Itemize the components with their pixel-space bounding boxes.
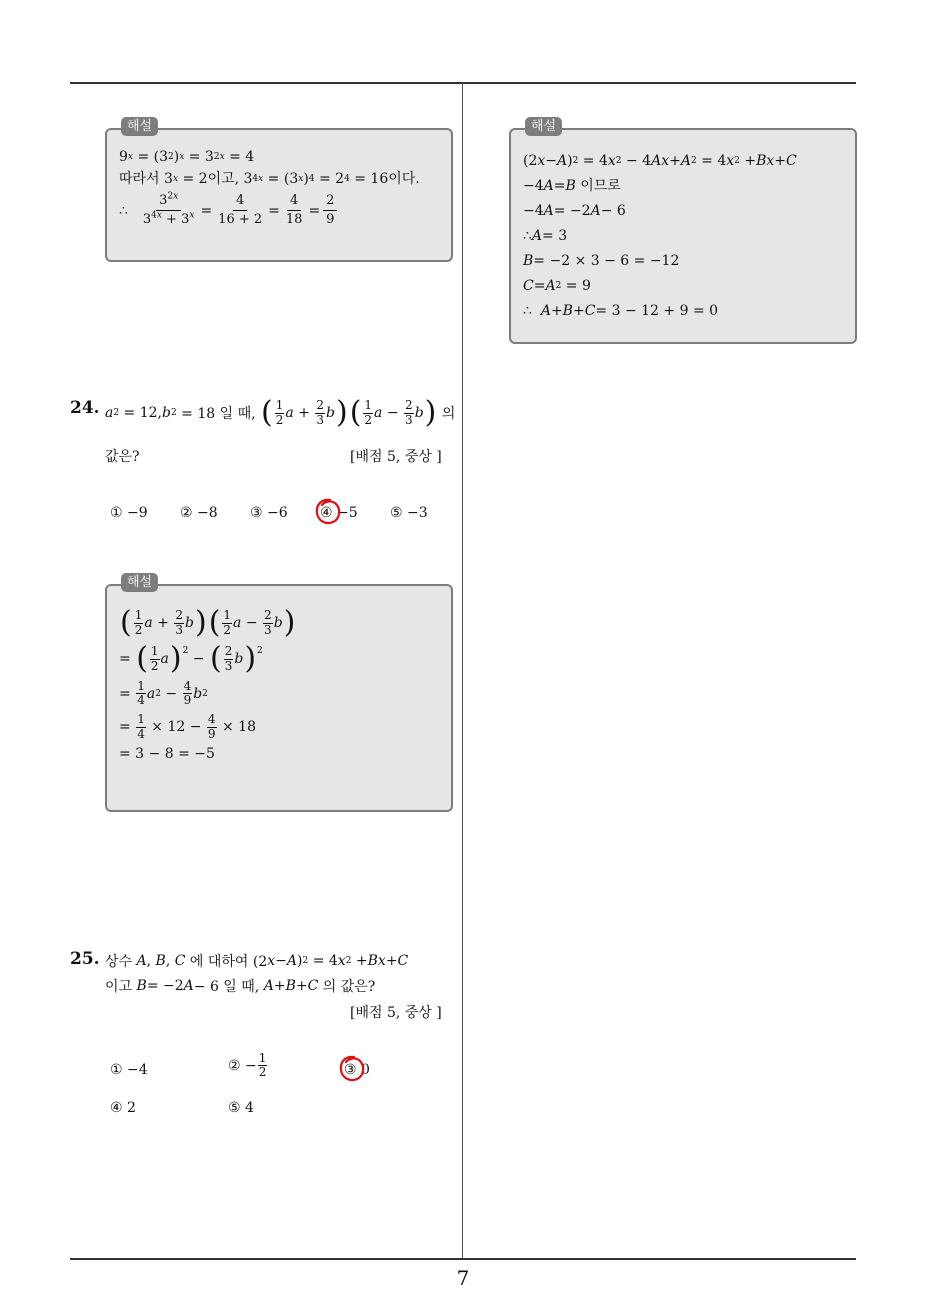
question-number-24: 24.: [70, 398, 100, 418]
sol25-line5: B = −2 × 3 − 6 = −12: [523, 253, 680, 269]
solution-tag: 해설: [121, 117, 158, 136]
bottom-rule: [70, 1258, 856, 1260]
sol25-line7: ∴ A + B + C = 3 − 12 + 9 = 0: [523, 303, 719, 319]
choice-25-3[interactable]: ③ 0: [344, 1062, 370, 1078]
choice-24-5[interactable]: ⑤ −3: [390, 505, 428, 521]
question-25-line2: 이고 B = −2 A − 6 일 때, A + B + C 의 값은?: [105, 978, 376, 995]
solution-tag: 해설: [525, 117, 562, 136]
sol24-line4: = $\frac{1}{4}$ × 12 − 4 9 × 18: [119, 712, 256, 741]
sol23-line1: 9 x = (3 2 ) x = 3 2x = 4: [119, 149, 255, 165]
solution-box-25: [509, 119, 857, 344]
sol25-line3: −4 A = −2 A − 6: [523, 203, 626, 219]
answer-mark-icon: [312, 496, 344, 528]
page-number: 7: [456, 1266, 470, 1290]
question-24-score: [배점 5, 중상 ]: [350, 449, 442, 465]
choice-25-2[interactable]: ② − $\frac{1}{2}$: [228, 1051, 267, 1080]
choice-24-1[interactable]: ① −9: [110, 505, 148, 521]
fraction: $\frac{2}{9}$: [323, 194, 337, 228]
fraction: $\frac{3^{2x}}{3^{4x} + 3^x}$: [142, 191, 195, 228]
sol24-line3: = $\frac{1}{4}$ a 2 − 4 9 b 2: [119, 679, 208, 708]
solution-tag: 해설: [121, 573, 158, 592]
choice-25-4[interactable]: ④ 2: [110, 1100, 136, 1116]
sol23-line3: ∴ $\frac{3^{2x}}{3^{4x} + 3^x}$ = $\frac{4}{16 + 2}$ = $\frac{4}{18}$ = $\frac{2}{9}$: [119, 194, 439, 228]
sol24-line1: ( 1 2 a + 2 3 b ) ( 1 2 a − 2 3 b ): [120, 605, 296, 640]
fraction: $\frac{4}{16 + 2}$: [218, 193, 263, 228]
choice-25-1[interactable]: ① −4: [110, 1062, 148, 1078]
sol25-line2: −4 A = B 이므로: [523, 178, 621, 194]
sol24-line5: = 3 − 8 = −5: [119, 745, 215, 762]
question-24-line1: a 2 = 12, b 2 = 18 일 때, ( 1 2 a + 2 3 b ) ( 1 2 a − 2 3 b ) 의: [105, 395, 456, 430]
solution-box-23: [105, 119, 453, 262]
choice-24-3[interactable]: ③ −6: [250, 505, 288, 521]
top-rule: [70, 82, 856, 84]
sol25-line6: C = A 2 = 9: [523, 278, 591, 294]
column-divider: [462, 83, 463, 1259]
choice-24-4[interactable]: ④ −5: [320, 505, 358, 521]
solution-box-24: [105, 575, 453, 812]
sol25-line4: ∴ A = 3: [523, 228, 568, 244]
fraction: $\frac{4}{18}$: [285, 193, 303, 228]
sol23-line2: 따라서 3 x = 2 이고, 3 4x = (3 x ) 4 = 2 4 = 16 이다.: [119, 171, 420, 187]
choice-25-5[interactable]: ⑤ 4: [228, 1100, 254, 1116]
choice-24-2[interactable]: ② −8: [180, 505, 218, 521]
sol24-line2: = ( 1 2 a ) $^2$ − ( 2 3 b ) $^2$: [119, 641, 263, 676]
question-25-line1: 상수 A , B , C 에 대하여 (2 x − A ) 2 = 4 x 2 + Bx + C: [105, 953, 409, 970]
question-25-score: [배점 5, 중상 ]: [350, 1005, 442, 1021]
sol25-line1: (2 x − A ) 2 = 4 x 2 − 4 Ax + A 2 = 4 x 2 + Bx + C: [523, 153, 797, 169]
question-number-25: 25.: [70, 949, 100, 969]
answer-mark-icon: [336, 1053, 368, 1085]
question-24-line2: 값은?: [105, 449, 140, 465]
